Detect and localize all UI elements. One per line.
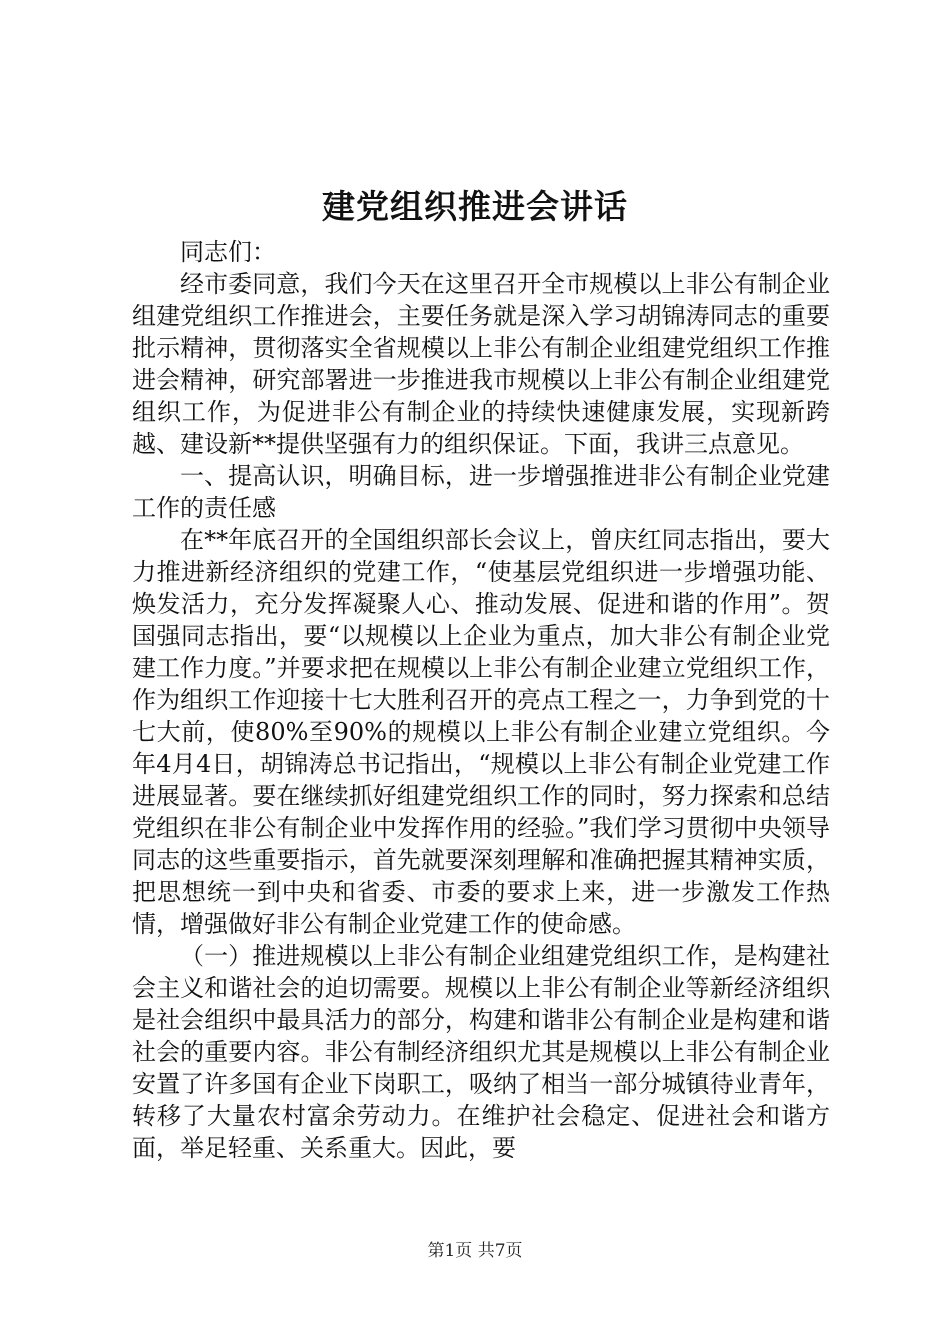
salutation: 同志们： <box>180 238 276 266</box>
paragraph-section-1: 在**年底召开的全国组织部长会议上，曾庆红同志指出，要大力推进新经济组织的党建工作，“使基层党组织进一步增强功能、焕发活力，充分发挥凝聚人心、推动发展、促进和谐的作用”。贺国强同志指出，要“以规模以上企业为重点，加大非公有制企业党建工作力度。”并要求把在规模以上非公有制企业建立党组织工作，作为组织工作迎接十七大胜利召开的亮点工程之一，力争到党的十七大前，使80%至90%的规模以上非公有制企业建立党组织。今年4月4日，胡锦涛总书记指出，“规模以上非公有制企业党建工作进展显著。要在继续抓好组建党组织工作的同时，努力探索和总结党组织在非公有制企业中发挥作用的经验。”我们学习贯彻中央领导同志的这些重要指示，首先就要深刻理解和准确把握其精神实质，把思想统一到中央和省委、市委的要求上来，进一步激发工作热情，增强做好非公有制企业党建工作的使命感。 <box>132 526 830 938</box>
page-footer: 第1页 共7页 <box>427 1241 523 1261</box>
paragraph-intro: 经市委同意，我们今天在这里召开全市规模以上非公有制企业组建党组织工作推进会，主要任务就是深入学习胡锦涛同志的重要批示精神，贯彻落实全省规模以上非公有制企业组建党组织工作推进会精神，研究部署进一步推进我市规模以上非公有制企业组建党组织工作，为促进非公有制企业的持续快速健康发展，实现新跨越、建设新**提供坚强有力的组织保证。下面，我讲三点意见。 <box>132 270 830 458</box>
document-title: 建党组织推进会讲话 <box>322 187 628 226</box>
paragraph-subsection-1: （一）推进规模以上非公有制企业组建党组织工作，是构建社会主义和谐社会的迫切需要。规模以上非公有制企业等新经济组织是社会组织中最具活力的部分，构建和谐非公有制企业是构建和谐社会的重要内容。非公有制经济组织尤其是规模以上非公有制企业安置了许多国有企业下岗职工，吸纳了相当一部分城镇待业青年，转移了大量农村富余劳动力。在维护社会稳定、促进社会和谐方面，举足轻重、关系重大。因此，要 <box>132 942 830 1162</box>
document-body <box>132 236 830 1164</box>
section-heading-1: 一、提高认识，明确目标，进一步增强推进非公有制企业党建工作的责任感 <box>132 462 830 522</box>
